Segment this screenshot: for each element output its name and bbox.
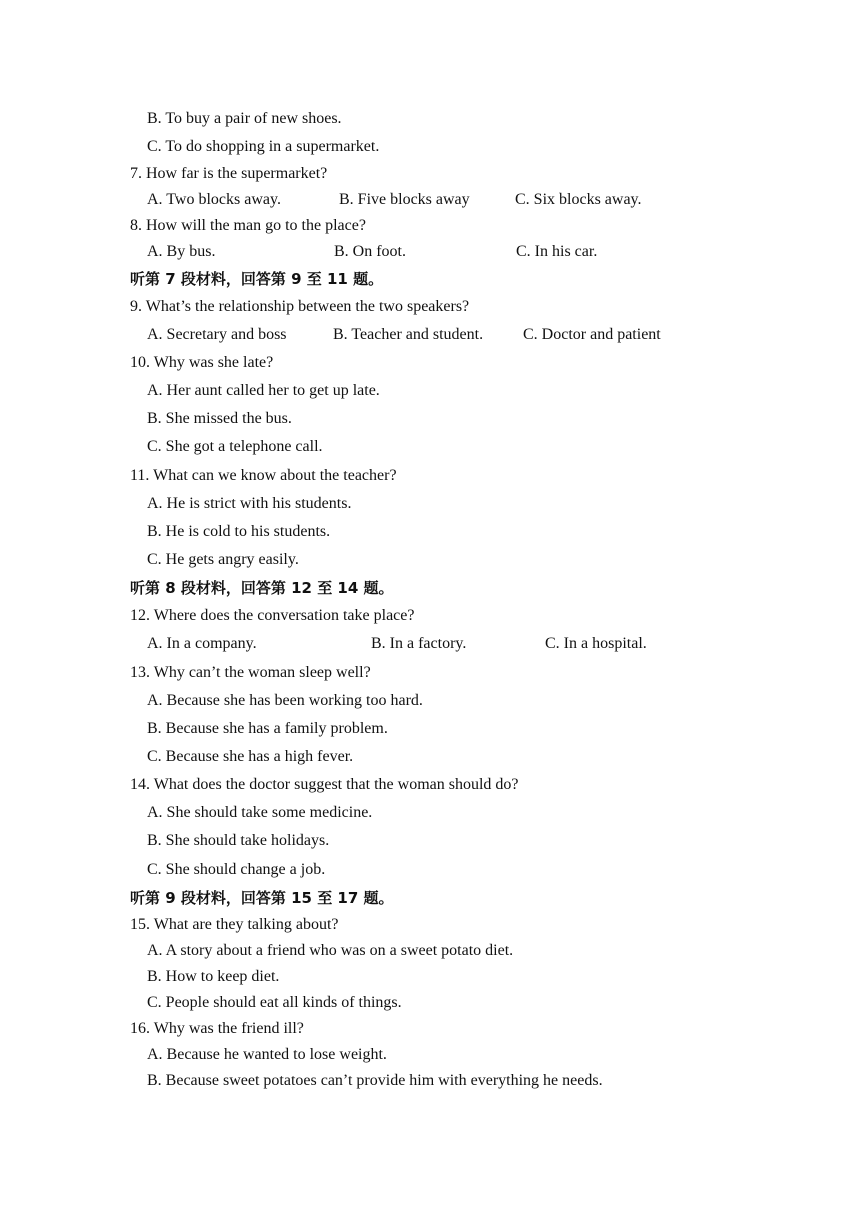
- option-7a: A. Two blocks away.: [147, 191, 281, 208]
- option-8c: C. In his car.: [516, 243, 598, 260]
- question-9-options: [0, 325, 860, 345]
- option-8a: A. By bus.: [147, 243, 216, 260]
- option-10a: A. Her aunt called her to get up late.: [147, 382, 380, 399]
- option-11c: C. He gets angry easily.: [147, 551, 299, 568]
- option-16b: B. Because sweet potatoes can’t provide him with everything he needs.: [147, 1072, 603, 1089]
- question-13: 13. Why can’t the woman sleep well?: [130, 664, 371, 681]
- option-16a: A. Because he wanted to lose weight.: [147, 1046, 387, 1063]
- option-14a: A. She should take some medicine.: [147, 804, 373, 821]
- question-8-options: [0, 242, 860, 262]
- option-14c: C. She should change a job.: [147, 861, 326, 878]
- option-7b: B. Five blocks away: [339, 191, 470, 208]
- option-15a: A. A story about a friend who was on a sweet potato diet.: [147, 942, 514, 959]
- option-13b: B. Because she has a family problem.: [147, 720, 388, 737]
- option-12b: B. In a factory.: [371, 635, 467, 652]
- question-16: 16. Why was the friend ill?: [130, 1020, 304, 1037]
- option-10b: B. She missed the bus.: [147, 410, 292, 427]
- option-11b: B. He is cold to his students.: [147, 523, 331, 540]
- option-6b: B. To buy a pair of new shoes.: [147, 110, 342, 127]
- option-9b: B. Teacher and student.: [333, 326, 484, 343]
- section-heading-9: 听第 9 段材料，回答第 15 至 17 题。: [130, 889, 394, 907]
- question-8: 8. How will the man go to the place?: [130, 217, 366, 234]
- question-12-options: [0, 634, 860, 654]
- question-7: 7. How far is the supermarket?: [130, 165, 328, 182]
- option-11a: A. He is strict with his students.: [147, 495, 352, 512]
- question-15: 15. What are they talking about?: [130, 916, 339, 933]
- option-13c: C. Because she has a high fever.: [147, 748, 354, 765]
- option-9a: A. Secretary and boss: [147, 326, 287, 343]
- option-7c: C. Six blocks away.: [515, 191, 642, 208]
- option-15b: B. How to keep diet.: [147, 968, 280, 985]
- option-10c: C. She got a telephone call.: [147, 438, 323, 455]
- option-8b: B. On foot.: [334, 243, 406, 260]
- question-11: 11. What can we know about the teacher?: [130, 467, 397, 484]
- question-10: 10. Why was she late?: [130, 354, 274, 371]
- option-14b: B. She should take holidays.: [147, 832, 330, 849]
- option-12a: A. In a company.: [147, 635, 257, 652]
- option-6c: C. To do shopping in a supermarket.: [147, 138, 380, 155]
- option-15c: C. People should eat all kinds of things.: [147, 994, 402, 1011]
- option-13a: A. Because she has been working too hard.: [147, 692, 423, 709]
- question-12: 12. Where does the conversation take place?: [130, 607, 415, 624]
- question-7-options: [0, 190, 860, 210]
- option-9c: C. Doctor and patient: [523, 326, 661, 343]
- question-9: 9. What’s the relationship between the two speakers?: [130, 298, 470, 315]
- question-14: 14. What does the doctor suggest that the woman should do?: [130, 776, 519, 793]
- section-heading-8: 听第 8 段材料，回答第 12 至 14 题。: [130, 579, 394, 597]
- option-12c: C. In a hospital.: [545, 635, 647, 652]
- section-heading-7: 听第 7 段材料，回答第 9 至 11 题。: [130, 270, 384, 288]
